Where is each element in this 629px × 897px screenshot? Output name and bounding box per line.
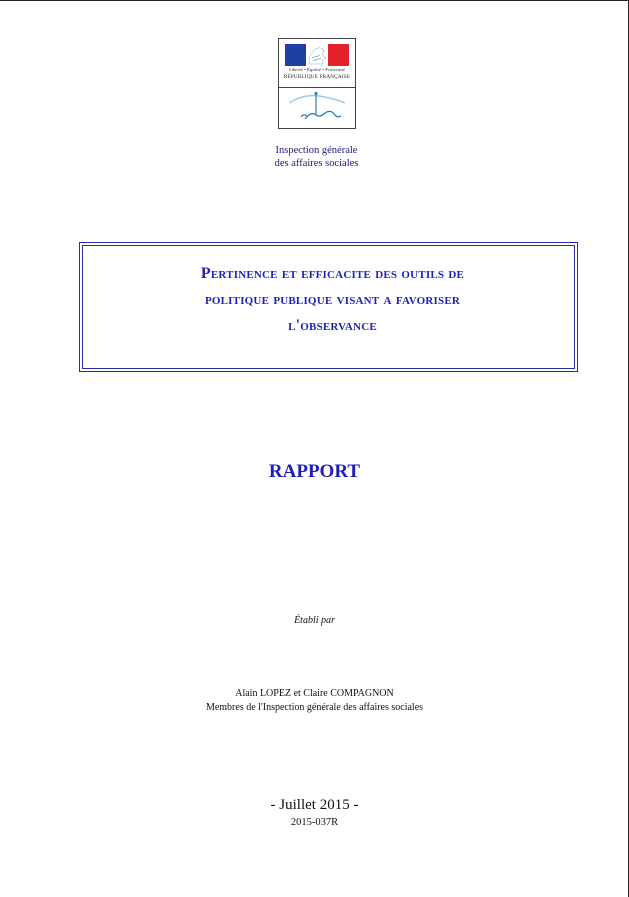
report-title-line2: politique publique visant a favoriser [204, 291, 461, 308]
report-date: - Juillet 2015 - [270, 797, 359, 813]
republique-francaise-logo [278, 38, 356, 129]
marianne-logo [279, 39, 355, 88]
report-title-line3: l'observance [288, 317, 377, 334]
author-1: Alain LOPEZ [235, 688, 292, 699]
igas-logo-icon [287, 91, 347, 125]
established-by-label: Établi par [294, 615, 335, 626]
author-2: Claire COMPAGNON [303, 688, 394, 699]
report-number: 2015-037R [290, 817, 339, 828]
title-frame [79, 242, 578, 372]
authors-block [0, 687, 629, 715]
logo-motto: Liberté • Égalité • Fraternité [288, 67, 346, 72]
organization-name-line2: des affaires sociales [274, 158, 359, 169]
authors-names [0, 687, 629, 701]
organization-name-line1: Inspection générale [275, 145, 358, 156]
report-title [98, 261, 567, 339]
authors-connector: et [293, 688, 301, 699]
page-top-border [0, 0, 629, 1]
report-type-label: RAPPORT [268, 461, 361, 482]
marianne-flag-icon [285, 44, 349, 66]
authors-affiliation: Membres de l'Inspection générale des affaires sociales [205, 702, 424, 713]
organization-name [200, 144, 433, 170]
logo-republique-francaise: RÉPUBLIQUE FRANÇAISE [283, 74, 351, 80]
report-title-line1: Pertinence et efficacite des outils de [200, 265, 465, 282]
